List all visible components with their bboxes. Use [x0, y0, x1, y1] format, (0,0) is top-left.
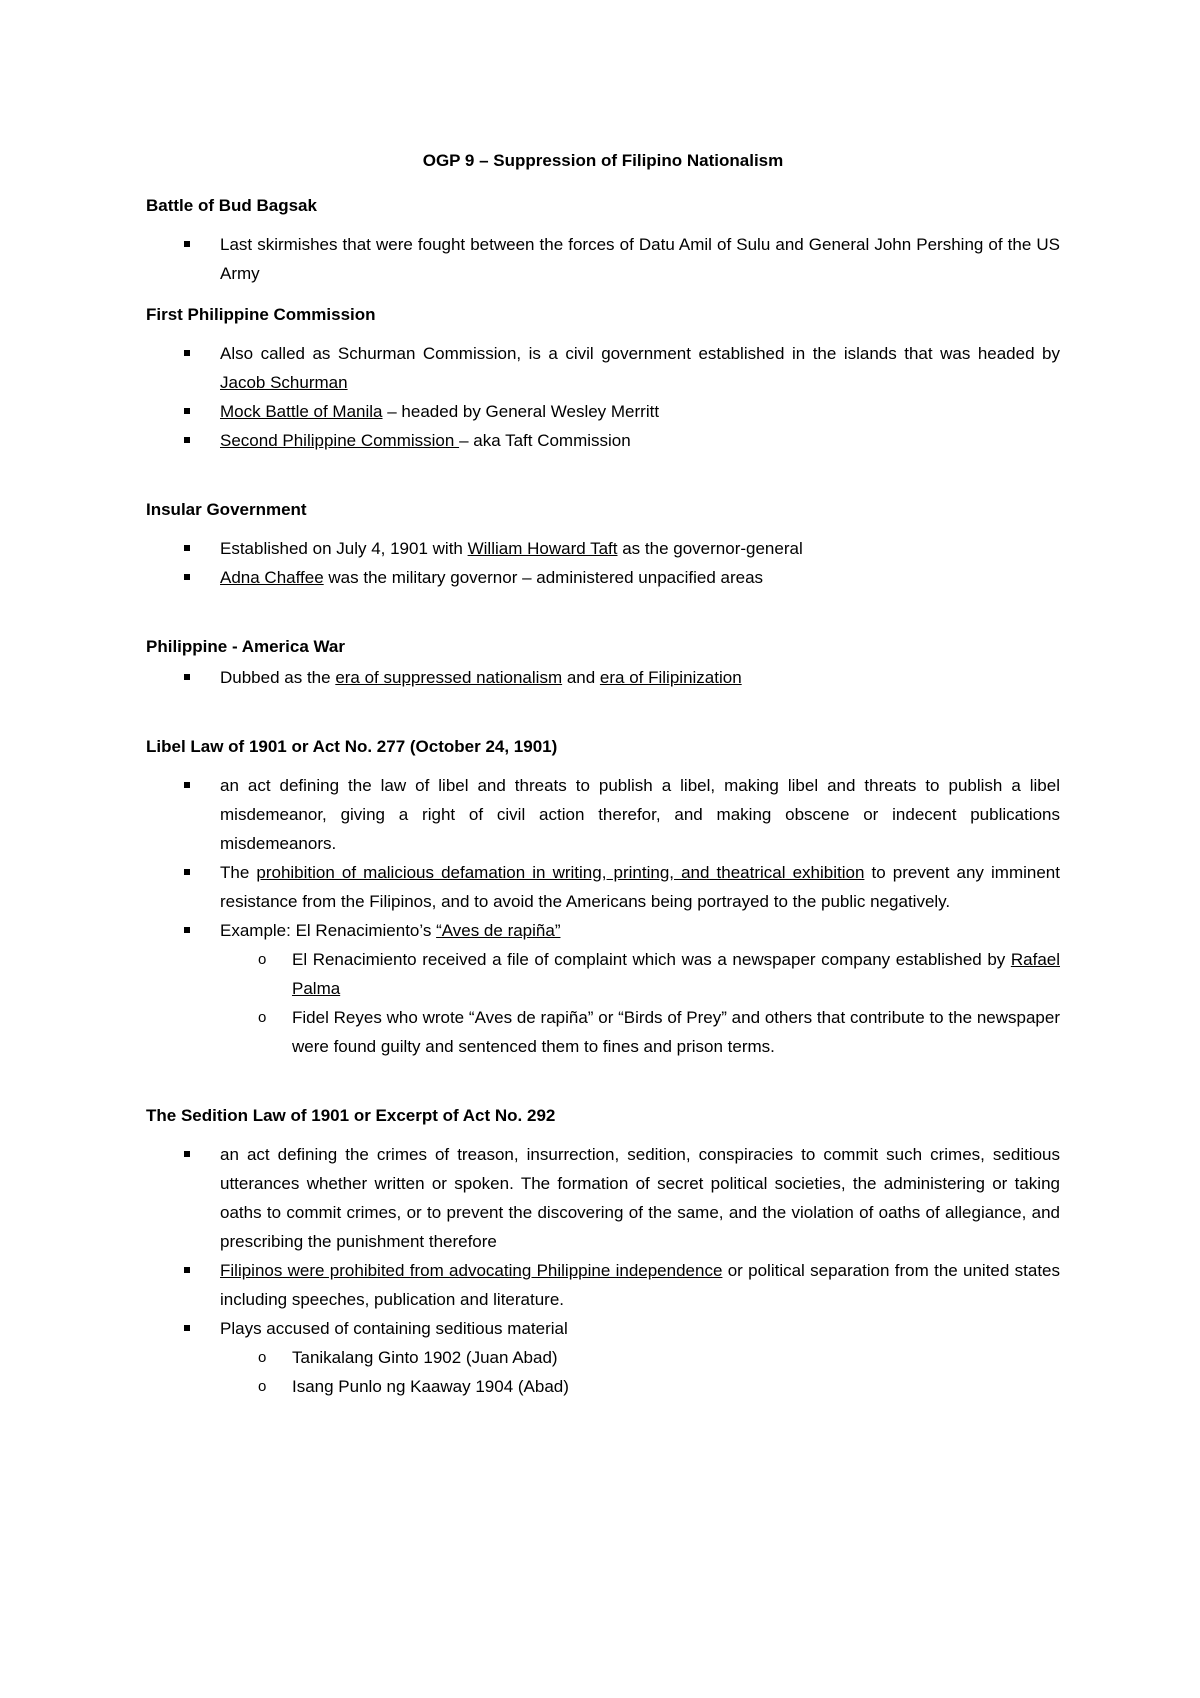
- square-bullet-icon: [184, 1151, 190, 1157]
- sub-list-item: o Tanikalang Ginto 1902 (Juan Abad): [220, 1343, 1060, 1372]
- underlined-term: era of Filipinization: [599, 668, 742, 687]
- bullet-list: [146, 663, 1060, 692]
- circle-bullet-icon: o: [258, 1009, 267, 1026]
- section-heading-first-commission: First Philippine Commission: [146, 305, 376, 324]
- list-item: Adna Chaffee was the military governor – administered unpacified areas: [146, 563, 1060, 592]
- page-title: OGP 9 – Suppression of Filipino Nationalism: [422, 151, 784, 170]
- circle-bullet-icon: o: [258, 1378, 267, 1395]
- underlined-term: era of suppressed nationalism: [335, 668, 563, 687]
- bullet-list: [146, 1140, 1060, 1401]
- underlined-term: Jacob Schurman: [220, 373, 348, 392]
- list-item: The prohibition of malicious defamation in writing, printing, and theatrical exhibition to prevent any imminent resistance from the Filipinos, and to avoid the Americans being portrayed to the public negatively.: [146, 858, 1060, 916]
- square-bullet-icon: [184, 674, 190, 680]
- list-item: Dubbed as the era of suppressed nationalism and era of Filipinization: [146, 663, 1060, 692]
- circle-bullet-icon: o: [258, 1349, 267, 1366]
- bullet-list: [146, 771, 1060, 1061]
- circle-bullet-icon: o: [258, 951, 267, 968]
- underlined-term: prohibition of malicious defamation in writing, printing, and theatrical exhibition: [256, 863, 865, 882]
- underlined-term: Adna Chaffee: [220, 568, 324, 587]
- underlined-term: Filipinos were prohibited from advocating Philippine independence: [220, 1261, 723, 1280]
- sub-bullet-list: [220, 1343, 1060, 1401]
- square-bullet-icon: [184, 241, 190, 247]
- document-body: [146, 146, 1060, 1401]
- bullet-list: [146, 339, 1060, 455]
- list-item: an act defining the crimes of treason, insurrection, sedition, conspiracies to commit such crimes, seditious utterances whether written or spoken. The formation of secret political societies, the administering or taking oaths to commit crimes, or to prevent the discovering of the same, and the violation of oaths of allegiance, and prescribing the punishment therefore: [146, 1140, 1060, 1256]
- list-item: Last skirmishes that were fought between the forces of Datu Amil of Sulu and General John Pershing of the US Army: [146, 230, 1060, 288]
- list-item: Established on July 4, 1901 with William Howard Taft as the governor-general: [146, 534, 1060, 563]
- bullet-list: [146, 534, 1060, 592]
- list-item: Also called as Schurman Commission, is a civil government established in the islands that was headed by Jacob Schurman: [146, 339, 1060, 397]
- list-item: Second Philippine Commission – aka Taft Commission: [146, 426, 1060, 455]
- square-bullet-icon: [184, 437, 190, 443]
- sub-list-item: o El Renacimiento received a file of complaint which was a newspaper company established by Rafael Palma: [220, 945, 1060, 1003]
- underlined-term: Mock Battle of Manila: [220, 402, 383, 421]
- square-bullet-icon: [184, 574, 190, 580]
- list-item: Mock Battle of Manila – headed by General Wesley Merritt: [146, 397, 1060, 426]
- underlined-term: William Howard Taft: [467, 539, 618, 558]
- square-bullet-icon: [184, 350, 190, 356]
- sub-list-item: o Isang Punlo ng Kaaway 1904 (Abad): [220, 1372, 1060, 1401]
- underlined-term: “Aves de rapiña”: [436, 921, 561, 940]
- sub-list-item: o Fidel Reyes who wrote “Aves de rapiña” or “Birds of Prey” and others that contribute to the newspaper were found guilty and sentenced them to fines and prison terms.: [220, 1003, 1060, 1061]
- square-bullet-icon: [184, 1267, 190, 1273]
- section-heading-philippine-america-war: Philippine - America War: [146, 637, 346, 656]
- section-heading-bud-bagsak: Battle of Bud Bagsak: [146, 196, 317, 215]
- square-bullet-icon: [184, 408, 190, 414]
- square-bullet-icon: [184, 545, 190, 551]
- underlined-term: Rafael Palma: [292, 950, 1060, 998]
- sub-bullet-list: [220, 945, 1060, 1061]
- section-heading-libel-law: Libel Law of 1901 or Act No. 277 (October 24, 1901): [146, 737, 558, 756]
- list-item: Example: El Renacimiento’s “Aves de rapiña” o El Renacimiento received a file of complaint which was a newspaper company established by Rafael Palma o Fidel Reyes who wrote “Aves de rapiña” or “Birds of Prey” and others that contribute to the newspaper were found guilty and sentenced them to fines and prison terms.: [146, 916, 1060, 1061]
- square-bullet-icon: [184, 869, 190, 875]
- square-bullet-icon: [184, 927, 190, 933]
- section-heading-sedition-law: The Sedition Law of 1901 or Excerpt of Act No. 292: [146, 1106, 556, 1125]
- square-bullet-icon: [184, 782, 190, 788]
- list-item: an act defining the law of libel and threats to publish a libel, making libel and threats to publish a libel misdemeanor, giving a right of civil action therefor, and making obscene or indecent publications misdemeanors.: [146, 771, 1060, 858]
- underlined-term: Second Philippine Commission: [220, 431, 460, 450]
- bullet-list: [146, 230, 1060, 288]
- section-heading-insular-government: Insular Government: [146, 500, 307, 519]
- list-item: Filipinos were prohibited from advocating Philippine independence or political separation from the united states including speeches, publication and literature.: [146, 1256, 1060, 1314]
- list-item: Plays accused of containing seditious material o Tanikalang Ginto 1902 (Juan Abad) o Isang Punlo ng Kaaway 1904 (Abad): [146, 1314, 1060, 1401]
- square-bullet-icon: [184, 1325, 190, 1331]
